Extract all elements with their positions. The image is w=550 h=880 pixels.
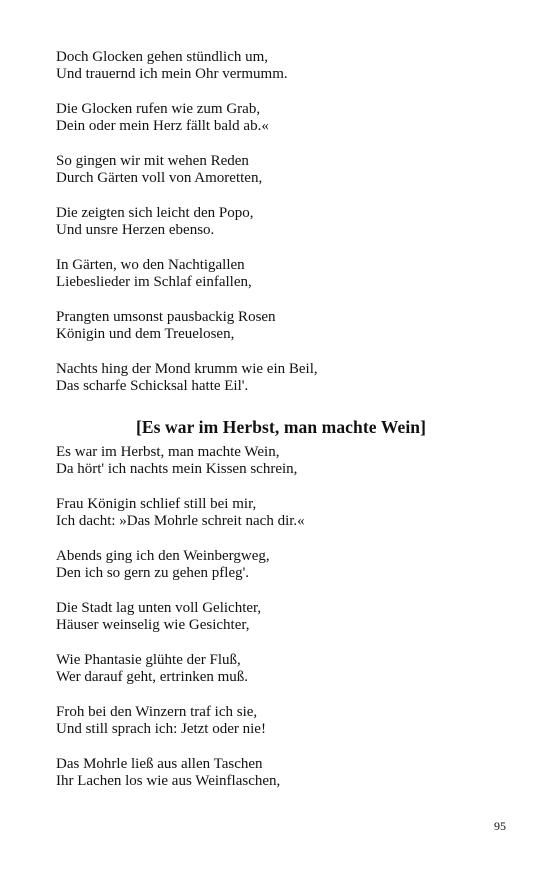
verse-line: Da hört' ich nachts mein Kissen schrein,: [56, 461, 298, 477]
stanza: [56, 548, 506, 582]
verse-line: Froh bei den Winzern traf ich sie,: [56, 704, 258, 720]
verse-line: Abends ging ich den Weinbergweg,: [56, 548, 270, 564]
stanza: [56, 101, 506, 135]
verse-line: Die Stadt lag unten voll Gelichter,: [56, 600, 262, 616]
verse-line: In Gärten, wo den Nachtigallen: [56, 257, 245, 273]
poem-text: [56, 49, 506, 808]
verse-line: Das scharfe Schicksal hatte Eil'.: [56, 378, 249, 394]
stanza: [56, 309, 506, 343]
stanza: [56, 49, 506, 83]
verse-line: Liebeslieder im Schlaf einfallen,: [56, 274, 252, 290]
stanza: [56, 153, 506, 187]
stanza: [56, 257, 506, 291]
stanza: [56, 756, 506, 790]
verse-line: Frau Königin schlief still bei mir,: [56, 496, 257, 512]
verse-line: Wer darauf geht, ertrinken muß.: [56, 669, 249, 685]
verse-line: Ich dacht: »Das Mohrle schreit nach dir.«: [56, 513, 305, 529]
stanza: [56, 600, 506, 634]
verse-line: Die Glocken rufen wie zum Grab,: [56, 101, 261, 117]
verse-line: So gingen wir mit wehen Reden: [56, 153, 249, 169]
verse-line: Und unsre Herzen ebenso.: [56, 222, 215, 238]
verse-line: Die zeigten sich leicht den Popo,: [56, 205, 254, 221]
stanza: [56, 444, 506, 478]
verse-line: Und trauernd ich mein Ohr vermumm.: [56, 66, 288, 82]
verse-line: Das Mohrle ließ aus allen Taschen: [56, 756, 263, 772]
verse-line: Es war im Herbst, man machte Wein,: [56, 444, 280, 460]
verse-line: Ihr Lachen los wie aus Weinflaschen,: [56, 773, 281, 789]
poem-title: [Es war im Herbst, man machte Wein]: [135, 417, 427, 437]
verse-line: Dein oder mein Herz fällt bald ab.«: [56, 118, 269, 134]
verse-line: Und still sprach ich: Jetzt oder nie!: [56, 721, 266, 737]
verse-line: Doch Glocken gehen stündlich um,: [56, 49, 269, 65]
stanza: [56, 704, 506, 738]
verse-line: Prangten umsonst pausbackig Rosen: [56, 309, 276, 325]
verse-line: Königin und dem Treuelosen,: [56, 326, 235, 342]
verse-line: Durch Gärten voll von Amoretten,: [56, 170, 263, 186]
stanza: [56, 361, 506, 395]
verse-line: Häuser weinselig wie Gesichter,: [56, 617, 250, 633]
verse-line: Nachts hing der Mond krumm wie ein Beil,: [56, 361, 318, 377]
stanza: [56, 205, 506, 239]
page-number: 95: [494, 819, 506, 833]
stanza: [56, 652, 506, 686]
verse-line: Den ich so gern zu gehen pfleg'.: [56, 565, 250, 581]
stanza: [56, 496, 506, 530]
verse-line: Wie Phantasie glühte der Fluß,: [56, 652, 241, 668]
